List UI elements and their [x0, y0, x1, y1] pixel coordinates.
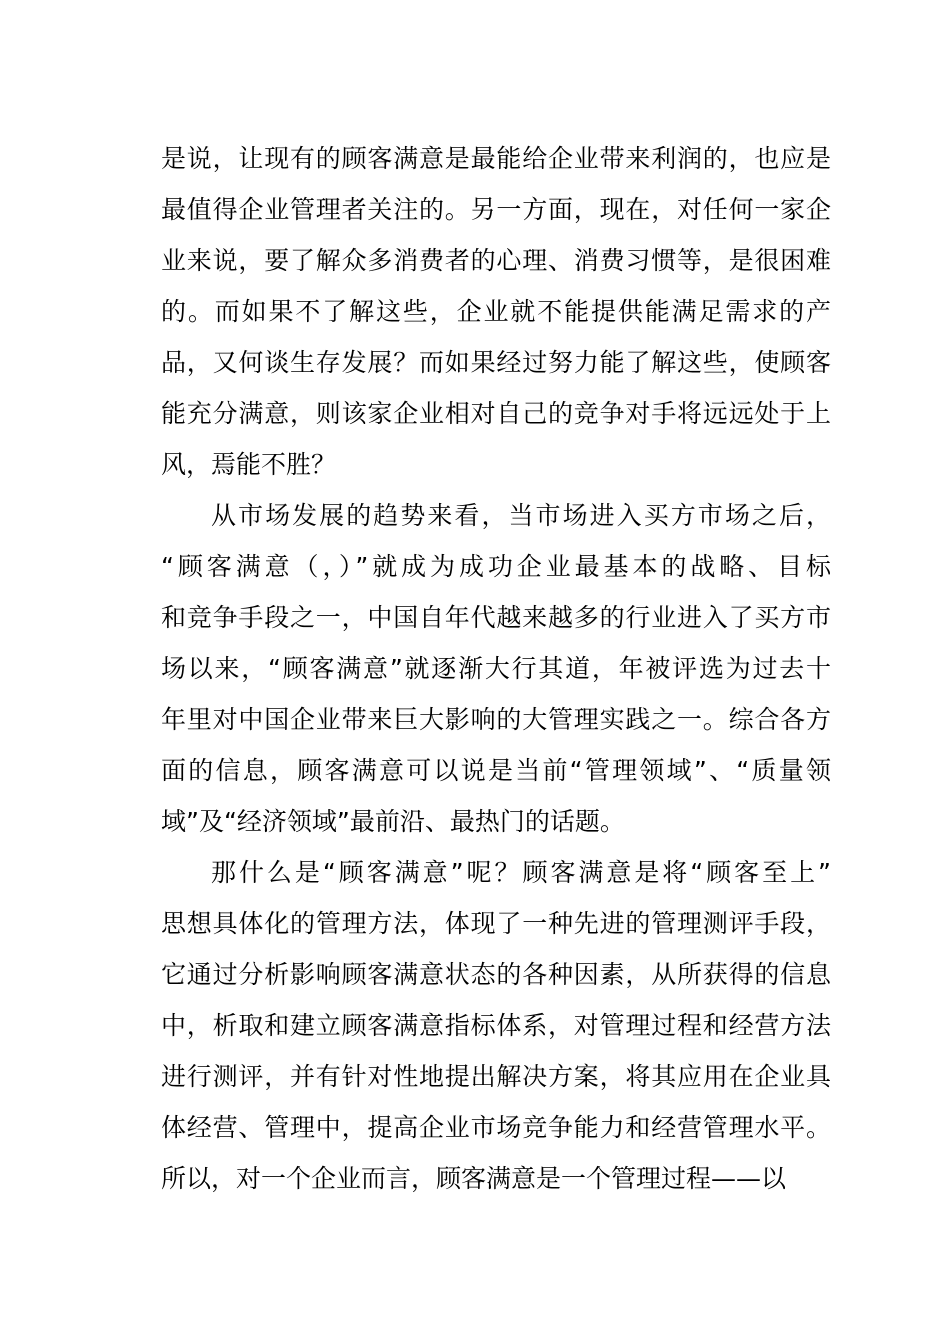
paragraph-1: [161, 133, 831, 490]
text-line: 体经营、管理中，提高企业市场竞争能力和经营管理水平。: [161, 1113, 831, 1142]
text-line: 品，又何谈生存发展？而如果经过努力能了解这些，使顾客: [161, 348, 831, 377]
text-line: 业来说，要了解众多消费者的心理、消费习惯等，是很困难: [161, 246, 831, 275]
document-body: [161, 133, 831, 1204]
text-line: 那什么是“顾客满意”呢？顾客满意是将“顾客至上”: [211, 858, 831, 887]
text-line: 它通过分析影响顾客满意状态的各种因素，从所获得的信息: [161, 960, 831, 989]
text-line: 从市场发展的趋势来看，当市场进入买方市场之后，: [211, 501, 831, 530]
text-line: 中，析取和建立顾客满意指标体系，对管理过程和经营方法: [161, 1011, 831, 1040]
text-line: 所以，对一个企业而言，顾客满意是一个管理过程——以: [161, 1164, 787, 1193]
text-line: 和竞争手段之一，中国自年代越来越多的行业进入了买方市: [161, 603, 831, 632]
text-line: 是说，让现有的顾客满意是最能给企业带来利润的，也应是: [161, 144, 831, 173]
text-line: 场以来，“顾客满意”就逐渐大行其道，年被评选为过去十: [161, 654, 831, 683]
text-line: “顾客满意（，）”就成为成功企业最基本的战略、目标: [161, 552, 831, 581]
text-line: 的。而如果不了解这些，企业就不能提供能满足需求的产: [161, 297, 831, 326]
text-line: 年里对中国企业带来巨大影响的大管理实践之一。综合各方: [161, 705, 831, 734]
text-line: 面的信息，顾客满意可以说是当前“管理领域”、“质量领: [161, 756, 831, 785]
text-line: 能充分满意，则该家企业相对自己的竞争对手将远远处于上: [161, 399, 831, 428]
text-line: 风，焉能不胜？: [161, 450, 337, 479]
paragraph-2: [161, 490, 831, 847]
text-line: 最值得企业管理者关注的。另一方面，现在，对任何一家企: [161, 195, 831, 224]
text-line: 域”及“经济领域”最前沿、最热门的话题。: [161, 807, 625, 836]
text-line: 思想具体化的管理方法，体现了一种先进的管理测评手段，: [161, 909, 831, 938]
paragraph-3: [161, 847, 831, 1204]
text-line: 进行测评，并有针对性地提出解决方案，将其应用在企业具: [161, 1062, 831, 1091]
